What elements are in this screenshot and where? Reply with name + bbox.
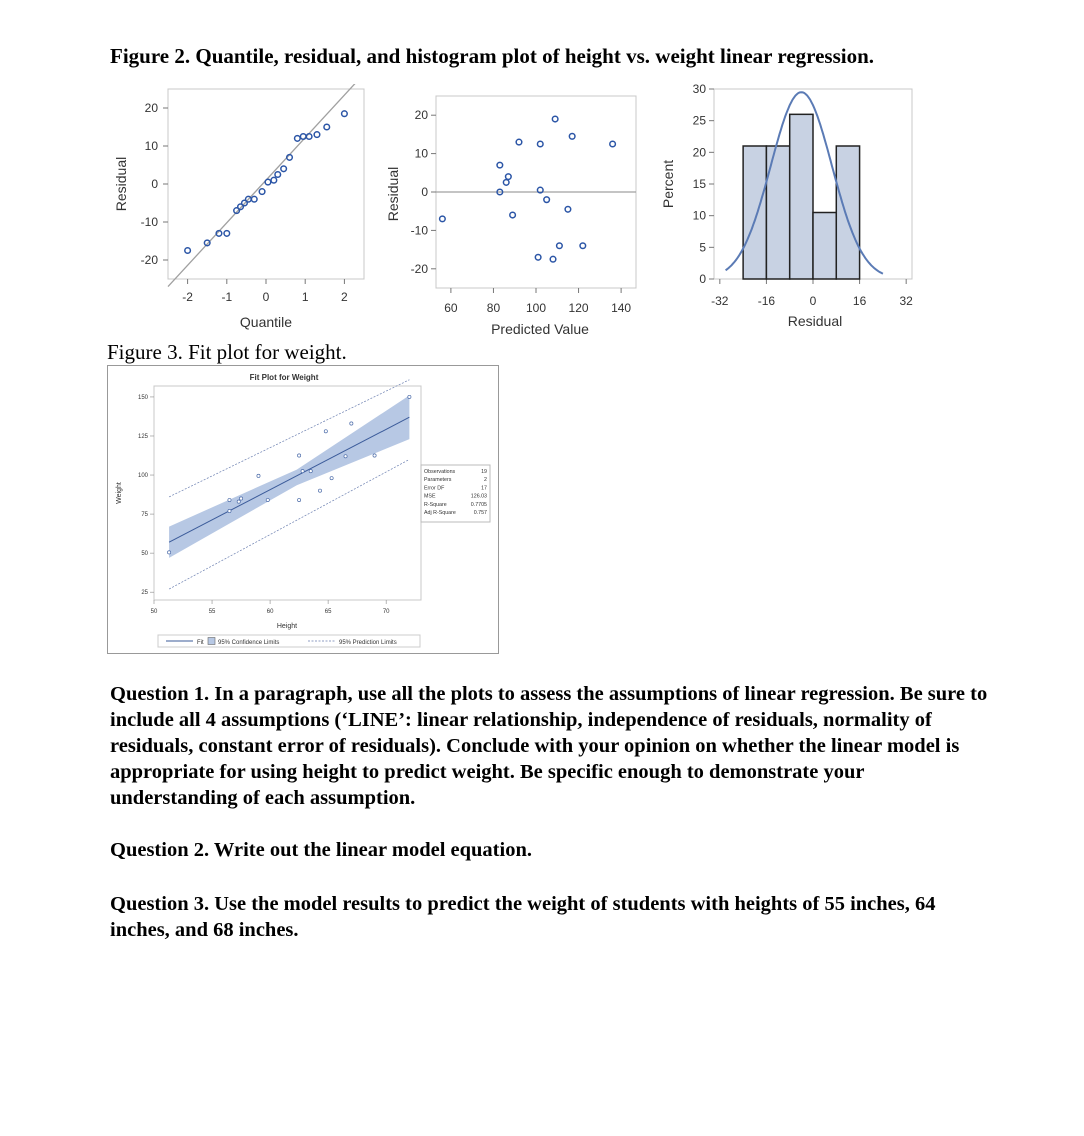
fit-plot-title: Fit Plot for Weight [249, 373, 319, 382]
fit-plot-xtick-label: 60 [266, 609, 274, 615]
fit-point [344, 455, 347, 458]
qq-ylabel: Residual [113, 156, 129, 212]
qq-xlabel: Quantile [239, 314, 293, 330]
histogram-ytick-label: 25 [692, 113, 706, 128]
fit-stats-label: Error DF [424, 485, 445, 492]
qq-xtick-label: -2 [182, 290, 193, 304]
fit-stats-value: 126.03 [470, 493, 487, 500]
qq-ytick-label: 0 [151, 177, 158, 191]
question-3: Question 3. Use the model results to predict the weight of students with heights of 55 inches, 64 inches, and 68 inches. [110, 893, 936, 941]
residual-plot-ytick-label: -10 [410, 223, 428, 238]
fit-plot-xtick-label: 65 [324, 609, 332, 615]
fit-point [373, 454, 376, 457]
histogram [655, 82, 917, 338]
fit-stats-value: 2 [484, 477, 487, 484]
legend-confidence-swatch [208, 638, 215, 645]
fit-point [330, 477, 333, 480]
residual-plot-xtick-label: 100 [525, 301, 547, 315]
fit-plot-ylabel: Weight [116, 482, 123, 504]
histogram-xtick-label: -32 [711, 294, 729, 308]
histogram-ytick-label: 30 [692, 82, 706, 96]
fit-point [408, 395, 411, 398]
fit-plot-ytick-label: 75 [141, 512, 148, 519]
histogram-ytick-label: 5 [699, 240, 706, 255]
histogram-ylabel: Percent [660, 159, 676, 209]
qq-plot [108, 84, 370, 336]
fit-plot [107, 365, 499, 654]
residual-plot-xtick-label: 60 [444, 301, 458, 315]
fit-point [266, 498, 269, 501]
fit-point [301, 470, 304, 473]
fit-point [239, 497, 242, 500]
histogram-xtick-label: 0 [809, 294, 817, 308]
fit-plot-xtick-label: 50 [150, 609, 158, 615]
fit-stats-value: 17 [481, 485, 487, 492]
fit-point [324, 430, 327, 433]
fit-stats-value: 0.757 [473, 510, 487, 516]
fit-stats-label: R-Square [424, 501, 447, 508]
fit-point [350, 422, 353, 425]
histogram-xtick-label: -16 [757, 294, 776, 308]
qq-xtick-label: 1 [301, 290, 309, 304]
qq-xtick-label: 2 [341, 290, 348, 304]
residual-plot-ytick-label: 10 [414, 146, 428, 161]
fit-point [228, 509, 231, 512]
fit-point [228, 498, 231, 501]
histogram-ytick-label: 0 [699, 272, 706, 286]
fit-point [167, 551, 170, 554]
fit-stats-value: 0.7705 [470, 501, 487, 508]
fit-plot-xtick-label: 55 [208, 609, 216, 615]
residual-plot-xtick-label: 120 [568, 301, 589, 315]
legend-confidence-label: 95% Confidence Limits [218, 640, 280, 646]
histogram-ytick-label: 15 [692, 177, 706, 191]
residual-plot-ytick-label: 20 [414, 108, 428, 123]
histogram-bar [790, 114, 813, 279]
qq-ytick-label: -20 [140, 253, 158, 267]
fit-point [309, 470, 312, 473]
histogram-xlabel: Residual [787, 313, 843, 329]
histogram-bar [743, 146, 766, 279]
qq-ytick-label: 10 [144, 139, 158, 153]
fit-stats-table [421, 465, 490, 522]
question-2: Question 2. Write out the linear model equation. [110, 839, 532, 861]
histogram-xtick-label: 32 [899, 294, 913, 308]
histogram-bar [836, 146, 859, 279]
histogram-xtick-label: 16 [852, 294, 867, 308]
fit-plot-ytick-label: 125 [137, 433, 148, 440]
residual-plot-xtick-label: 140 [611, 301, 632, 315]
fit-plot-ytick-label: 50 [141, 551, 148, 558]
qq-ytick-label: 20 [144, 101, 158, 115]
residual-plot-ytick-label: 0 [421, 185, 428, 199]
qq-xtick-label: 0 [262, 290, 270, 304]
figure2-title: Figure 2. Quantile, residual, and histogram plot of height vs. weight linear regression. [110, 44, 875, 68]
fit-stats-value: 19 [481, 469, 487, 475]
fit-plot-xtick-label: 70 [382, 609, 390, 615]
histogram-ytick-label: 20 [692, 145, 706, 160]
fit-point [298, 498, 301, 501]
qq-xtick-label: -1 [221, 290, 233, 304]
fit-plot-ytick-label: 25 [141, 590, 148, 597]
fit-stats-label: Observations [424, 469, 456, 475]
legend-fit-label: Fit [197, 640, 204, 646]
fit-stats-label: Adj R-Square [424, 510, 456, 516]
fit-point [318, 489, 321, 492]
fit-point [257, 474, 260, 477]
fit-plot-ytick-label: 100 [137, 473, 148, 480]
legend-prediction-label: 95% Prediction Limits [339, 640, 397, 646]
fit-plot-legend [158, 635, 420, 647]
fit-stats-label: MSE [424, 493, 436, 500]
fit-plot-xlabel: Height [276, 623, 298, 630]
residual-plot-ytick-label: -20 [410, 261, 428, 276]
fit-plot-ytick-label: 150 [137, 394, 148, 401]
fit-point [298, 454, 301, 457]
qq-ytick-label: -10 [140, 215, 158, 229]
fit-point [237, 500, 240, 503]
residual-plot-ylabel: Residual [385, 166, 401, 222]
residual-plot-xtick-label: 80 [486, 301, 501, 315]
residual-plot [380, 84, 642, 342]
histogram-bar [813, 213, 836, 280]
figure3-title: Figure 3. Fit plot for weight. [107, 340, 347, 364]
histogram-ytick-label: 10 [692, 208, 706, 223]
residual-plot-xlabel: Predicted Value [491, 321, 589, 337]
question-1: Question 1. In a paragraph, use all the plots to assess the assumptions of linear regression. Be sure to include all 4 assumptions (‘LINE’: linear relationship, independence of residuals, normality of residuals, constant error of residuals). Conclude with your opinion on whether the linear model is appropriate for using height to predict weight. Be specific enough to demonstrate your understanding of each assumption. [110, 683, 988, 809]
fit-stats-label: Parameters [424, 477, 452, 484]
